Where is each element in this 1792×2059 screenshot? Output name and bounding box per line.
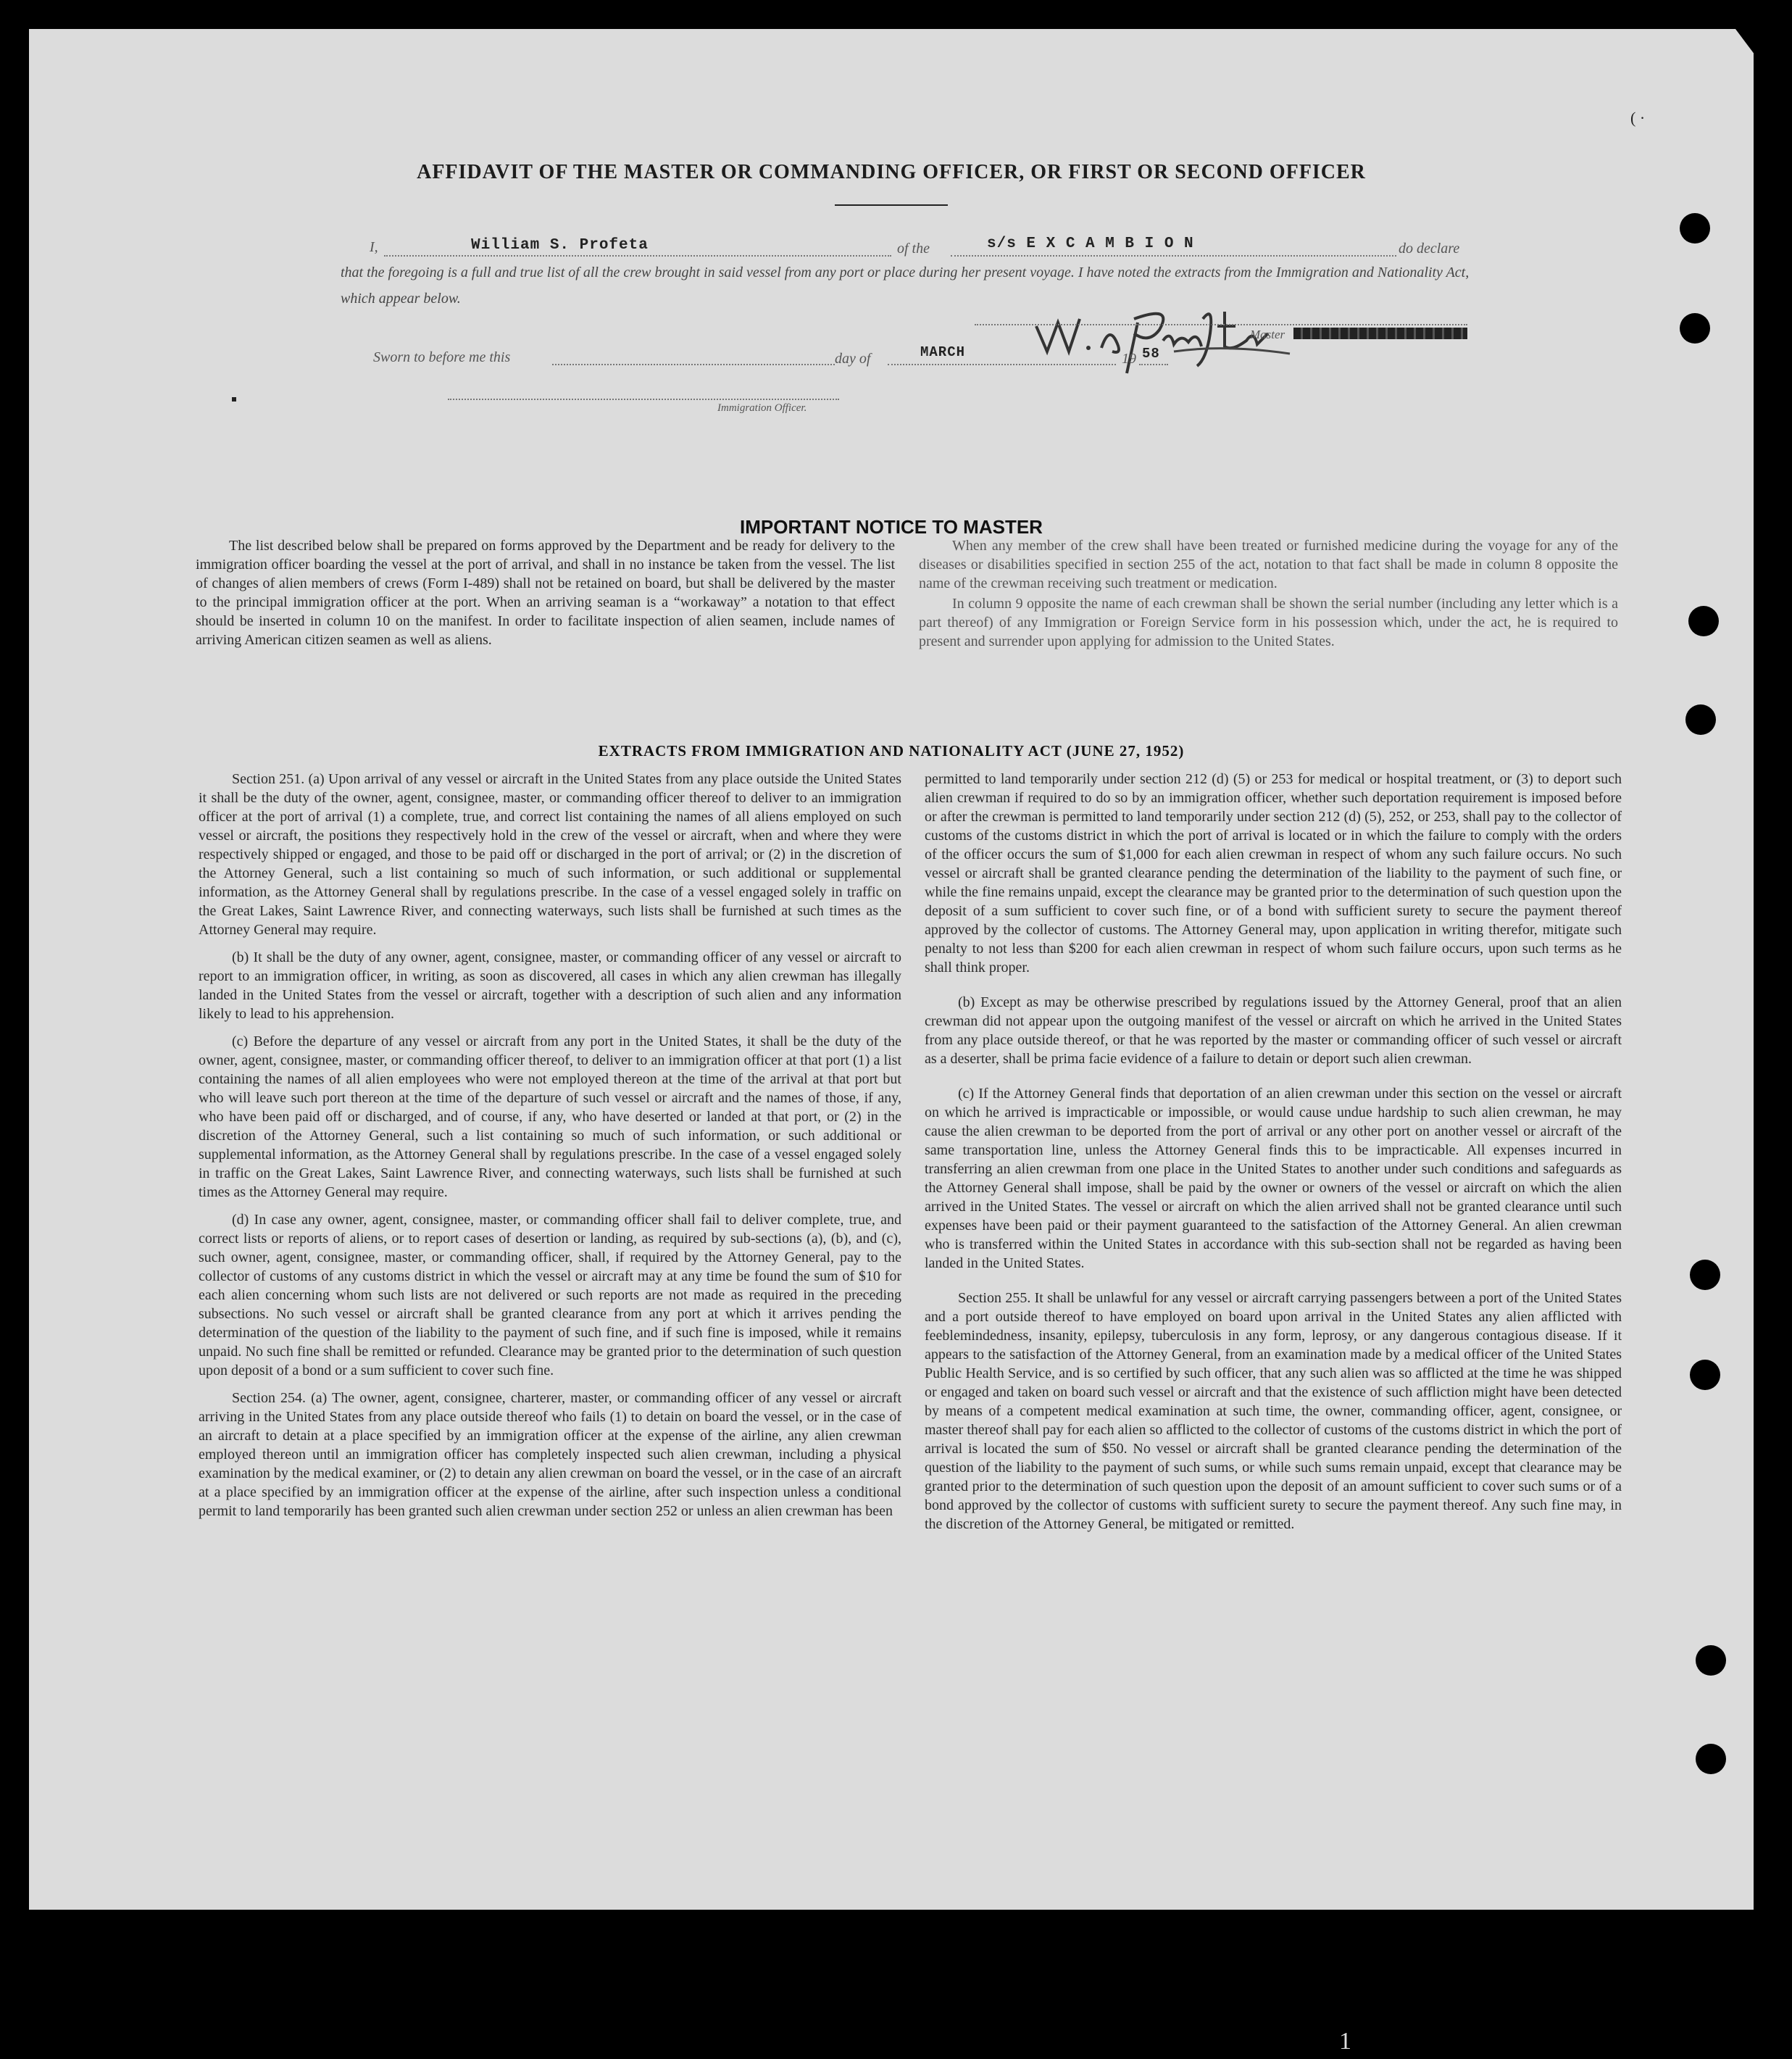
binder-hole <box>1680 313 1710 344</box>
struck-title-text <box>1293 328 1467 339</box>
section-254-a: Section 254. (a) The owner, agent, consignee, charterer, master, or commanding officer of any vessel or aircraft arriving in the United States from any place outside thereof who fails (1) to detain on board the vessel, or in the case of an aircraft to detain at a place specified by an immigration officer at the expense of the airline, any alien crewman employed thereon until an immigration officer has completely inspected such alien crewman, including a physical examination by the medical examiner, or (2) to detain any alien crewman on board the vessel, or in the case of an aircraft at a place specified by an immigration officer at the expense of the airline, after such inspection unless a conditional permit to land temporarily has been granted such alien crewman under section 252 or unless an alien crewman has been <box>199 1390 901 1519</box>
binder-hole <box>1685 704 1716 735</box>
vessel-blank <box>951 255 1396 257</box>
section-251-d: (d) In case any owner, agent, consignee, master, or commanding officer shall fail to deliver complete, true, and correct lists or reports of aliens, or to report cases of desertion or landing, as required by sub-sections (a), (b), and (c), such owner, agent, consignee, master, or commanding officer, shall, if required by the Attorney General, pay to the collector of customs of any customs district in which the vessel or aircraft may at any time be found the sum of $10 for each alien concerning whom such lists are not delivered or such reports are not made as required in the preceding subsections. No such vessel or aircraft shall be granted clearance from any port at which it arrives pending the determination of the question of the liability to the payment of such fine, and if such fine is imposed, while it remains unpaid. No such fine shall be remitted or refunded. Clearance may be granted prior to the determination of such question upon deposit of a bond or a sum sufficient to cover such fine. <box>199 1212 901 1378</box>
binder-hole <box>1690 1360 1720 1390</box>
name-field[interactable]: William S. Profeta <box>471 237 649 254</box>
notice-right-text-1: When any member of the crew shall have been treated or furnished medicine during the voyage for any of the diseases or disabilities specified in section 255 of the act, notation to that fact shall be made in column 8 opposite the name of the crewman receiving such treatment or medication. <box>919 538 1618 591</box>
section-251-c: (c) Before the departure of any vessel or aircraft from any port in the United States, it shall be the duty of the owner, agent, consignee, master, or commanding officer thereof, to deliver to an immigration officer at that port (1) a list containing the names of all alien employees who were not employed thereon at the time of the arrival at that port but who will leave such port thereon at the time of the departure of such vessel or aircraft and the names of those, if any, who have been paid off or discharged, and of course, if any, who have deserted or landed at that port, or (2) in the discretion of the Attorney General, such a list containing so much of such information, or such additional or supplemental information, as the Attorney General shall by regulations prescribe. In the case of a vessel engaged solely in traffic on the Great Lakes, Saint Lawrence River, and connecting waterways, such lists shall be furnished at such times as the Attorney General may require. <box>199 1033 901 1200</box>
year-blank <box>1139 364 1168 365</box>
notice-left-column <box>196 536 895 658</box>
notice-left-text: The list described below shall be prepared on forms approved by the Department and be ready for delivery to the immigration officer boarding the vessel at the port of arrival, and shall in no instance be taken from the vessel. The list of changes of alien members of crews (Form I-489) shall not be retained on board, but shall be delivered by the master to the principal immigration officer at the port. When an arriving seaman is a “workaway” a notation to that effect should be inserted in column 10 on the manifest. In order to facilitate inspection of alien seamen, include names of arriving American citizen seamen as well as aliens. <box>196 538 895 648</box>
notice-right-column <box>919 536 1618 660</box>
section-255: Section 255. It shall be unlawful for any vessel or aircraft carrying passengers between a port of the United States and a port outside thereof to have employed on board upon arrival in the United States any alien afflicted with feeblemindedness, insanity, epilepsy, tuberculosis in any form, leprosy, or any dangerous contagious disease. If it appears to the satisfaction of the Attorney General, from an examination made by a medical officer of the United States Public Health Service, and is so certified by such officer, that any such alien was so afflicted at the time he was shipped or engaged and taken on board such vessel or aircraft and that the existence of such affliction might have been detected by means of a competent medical examination at such time, the owner, commanding officer, agent, consignee, or master thereof shall pay for each alien so afflicted to the collector of customs of the customs district in which the port of arrival is located the sum of $50. No vessel or aircraft shall be granted clearance pending the determination of the question of the liability to the payment of such sums, or while such sums remain unpaid, except that clearance may be granted prior to the determination of such question upon the deposit of an amount sufficient to cover such sums or of a bond approved by the collector of customs with sufficient surety to secure the payment thereof. Any such fine may, in the discretion of the Attorney General, be mitigated or remitted. <box>925 1290 1622 1532</box>
month-blank <box>888 364 1116 365</box>
section-251-a: Section 251. (a) Upon arrival of any vessel or aircraft in the United States from any place outside the United States it shall be the duty of the owner, agent, consignee, master, or commanding officer thereof to deliver to an immigration officer at the port of arrival (1) a complete, true, and correct list containing the names of all aliens employed on such vessel or aircraft, the positions they respectively hold in the crew of the vessel or aircraft, when and where they were respectively shipped or engaged, and those to be paid off or discharged in the port of arrival; or (2) in the discretion of the Attorney General, such a list containing so much of such information, or such additional or supplemental information, as the Attorney General shall by regulations prescribe. In the case of a vessel engaged solely in traffic on the Great Lakes, Saint Lawrence River, and connecting waterways, such lists shall be furnished at such times as the Attorney General may require. <box>199 771 901 938</box>
section-254-c: (c) If the Attorney General finds that deportation of an alien crewman under this section on the vessel or aircraft on which he arrived is impracticable or impossible, or would cause undue hardship to such alien crewman, he may cause the alien crewman to be deported from the port of arrival or any other port on another vessel or aircraft of the same transportation line, unless the Attorney General finds this to be impracticable. All expenses incurred in transferring an alien crewman from one place in the United States to another under such conditions and safeguards as the Attorney General shall impose, shall be paid by the owner or owners of the vessel or aircraft on which the alien arrived in the United States. The vessel or aircraft on which the alien arrived shall not be granted clearance until such expenses have been paid or their payment guaranteed to the satisfaction of the Attorney General. An alien crewman who is transferred within the United States in accordance with this sub-section shall not be regarded as having been landed in the United States. <box>925 1086 1622 1271</box>
officer-signature-blank <box>448 399 839 400</box>
binder-hole <box>1690 1260 1720 1290</box>
affidavit-title: AFFIDAVIT OF THE MASTER OR COMMANDING OFFICER, OR FIRST OR SECOND OFFICER <box>417 161 1366 183</box>
master-label: Master <box>1250 328 1285 341</box>
year-field[interactable]: 58 <box>1142 346 1160 362</box>
declaration-text: that the foregoing is a full and true list of all the crew brought in said vessel from any port or place during her present voyage. I have noted the extracts from the Immigration and Nationality Act, which appear below. <box>341 265 1470 307</box>
corner-mark: ( · <box>1630 109 1646 127</box>
sworn-day-blank <box>552 364 835 365</box>
extracts-left-column <box>199 770 901 1529</box>
officer-label: Immigration Officer. <box>717 402 807 414</box>
section-254-b: (b) Except as may be otherwise prescribed by regulations issued by the Attorney General, proof that an alien crewman did not appear upon the outgoing manifest of the vessel or aircraft on which he arrived in the United States from any place outside thereof, or that he was reported by the master or commanding officer of such vessel or aircraft as a deserter, shall be prima facie evidence of a failure to detain or deport such alien crewman. <box>925 994 1622 1067</box>
extracts-right-column <box>925 770 1622 1542</box>
name-blank <box>384 255 891 257</box>
vessel-field[interactable]: s/s E X C A M B I O N <box>987 236 1194 252</box>
bottom-mark: 1 <box>1339 2028 1351 2055</box>
month-field[interactable]: MARCH <box>920 344 966 360</box>
notice-heading: IMPORTANT NOTICE TO MASTER <box>740 516 1043 538</box>
title-rule <box>835 204 948 206</box>
clipped-corner <box>1735 29 1792 116</box>
notice-right-text-2: In column 9 opposite the name of each crewman shall be shown the serial number (including any letter which is a part thereof) of any Immigration or Foreign Service form in his possession which, under the act, he is required to present and surrender upon applying for admission to the United States. <box>919 596 1618 649</box>
extracts-heading: EXTRACTS FROM IMMIGRATION AND NATIONALITY ACT (JUNE 27, 1952) <box>598 742 1185 760</box>
binder-hole <box>1696 1645 1726 1676</box>
year-prefix: 19 <box>1122 351 1136 367</box>
section-254-a-continued: permitted to land temporarily under section 212 (d) (5) or 253 for medical or hospital treatment, or (3) to deport such alien crewman if required to do so by an immigration officer, whether such deportation requirement is imposed before or after the crewman is permitted to land temporarily under section 212 (d) (5), 252, or 253, shall pay to the collector of customs of the customs district in which the port of arrival is located or in which the failure to comply with the orders of the officer occurs the sum of $1,000 for each alien crewman in respect of whom any such failure occurs. No such vessel or aircraft shall be granted clearance pending the determination of the liability to the payment of such fine, or while the fine remains unpaid, except the clearance may be granted prior to the determination of such question upon the deposit of a sum sufficient to cover such fine, or of a bond with sufficient surety to secure the payment thereof approved by the collector of customs. The Attorney General may, upon application in writing therefor, mitigate such penalty to not less than $200 for each alien crewman in respect of whom such failure occurs, upon such terms as he shall think proper. <box>925 771 1622 976</box>
binder-hole <box>1680 213 1710 244</box>
of-the-label: of the <box>897 241 930 257</box>
binder-hole <box>1696 1744 1726 1774</box>
section-251-b: (b) It shall be the duty of any owner, agent, consignee, master, or commanding officer of any vessel or aircraft to report to an immigration officer, in writing, as soon as discovered, all cases in which any alien crewman has illegally landed in the United States from the vessel or aircraft, together with a description of such alien and any information likely to lead to his apprehension. <box>199 949 901 1022</box>
document-page <box>29 29 1754 1910</box>
stray-mark <box>232 397 236 402</box>
do-declare-label: do declare <box>1399 241 1460 257</box>
binder-hole <box>1688 606 1719 636</box>
prefix-i: I, <box>370 239 378 255</box>
day-of-label: day of <box>835 351 871 367</box>
sworn-label: Sworn to before me this <box>373 349 511 365</box>
signature-blank <box>975 324 1467 325</box>
